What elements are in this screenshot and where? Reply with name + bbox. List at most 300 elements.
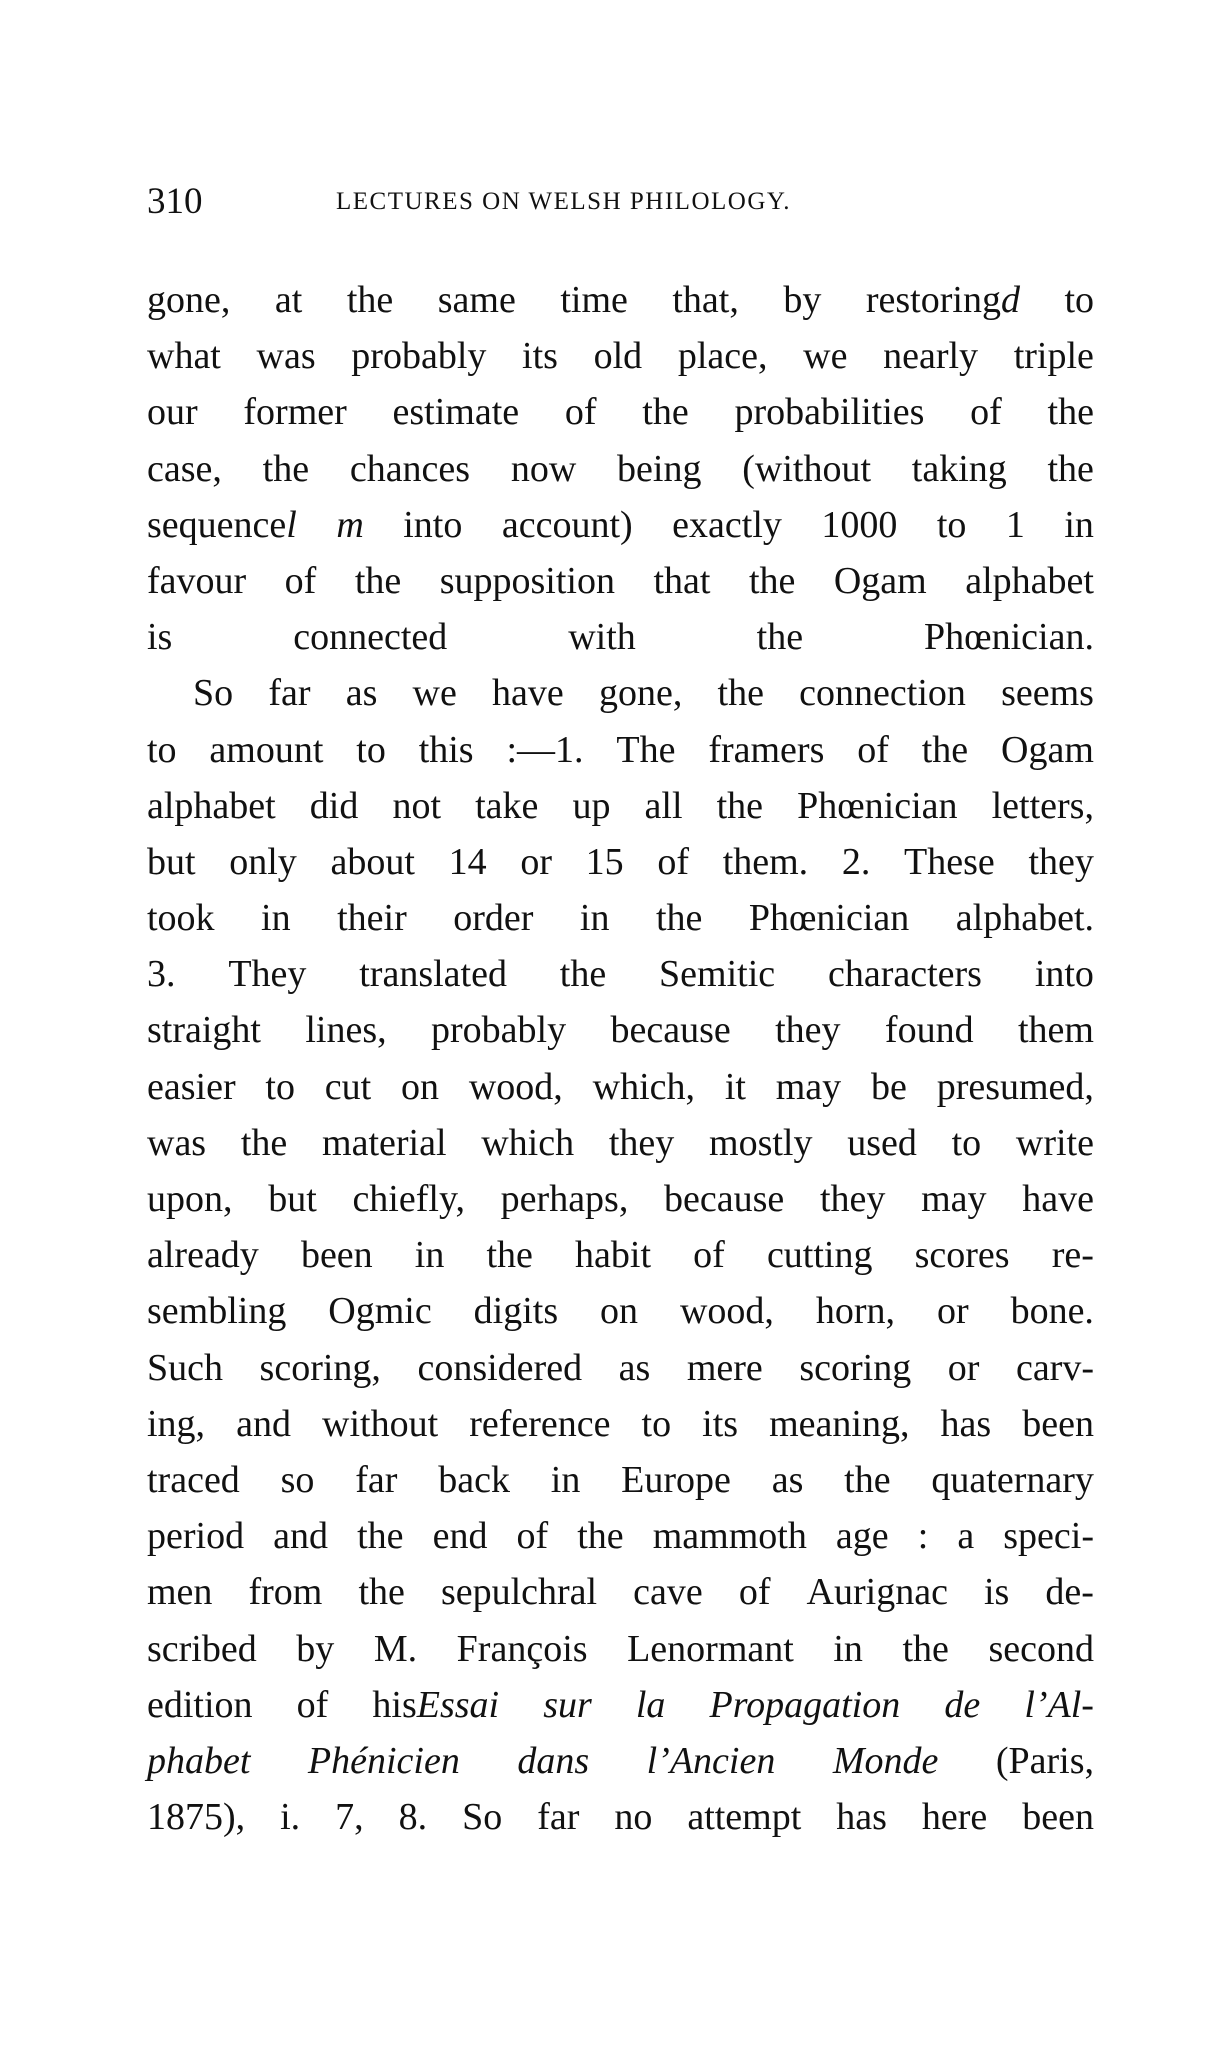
word bbox=[337, 890, 407, 946]
text: traced bbox=[147, 1458, 240, 1501]
word bbox=[1064, 497, 1094, 553]
text: favour bbox=[147, 559, 247, 602]
word bbox=[293, 609, 447, 665]
text: of bbox=[657, 840, 689, 883]
text-line bbox=[147, 778, 1094, 834]
text: was bbox=[147, 1121, 207, 1164]
word bbox=[268, 1171, 317, 1227]
word bbox=[883, 328, 978, 384]
word bbox=[902, 1621, 948, 1677]
word bbox=[147, 834, 196, 890]
text: the bbox=[1047, 447, 1094, 490]
word bbox=[717, 778, 763, 834]
text: presumed, bbox=[936, 1065, 1094, 1108]
text: and bbox=[273, 1515, 329, 1558]
text: upon, bbox=[147, 1178, 233, 1220]
text: or bbox=[947, 1346, 980, 1389]
text: as bbox=[345, 672, 378, 715]
word bbox=[767, 1227, 873, 1283]
word bbox=[147, 1677, 253, 1733]
word bbox=[957, 1508, 974, 1564]
word bbox=[147, 553, 246, 609]
word bbox=[1024, 1677, 1094, 1733]
text: So bbox=[193, 672, 234, 715]
text: the bbox=[902, 1627, 949, 1670]
word bbox=[952, 1115, 982, 1171]
word bbox=[393, 384, 520, 440]
word bbox=[147, 1171, 233, 1227]
text: : bbox=[917, 1515, 929, 1558]
word bbox=[709, 1115, 812, 1171]
word bbox=[462, 1789, 502, 1845]
text: took bbox=[147, 897, 215, 940]
text: end bbox=[432, 1515, 488, 1558]
text: 1000 bbox=[821, 503, 898, 546]
text: the bbox=[486, 1234, 533, 1277]
word bbox=[565, 384, 597, 440]
text: de- bbox=[1045, 1571, 1094, 1614]
word bbox=[517, 1733, 589, 1789]
text: same bbox=[437, 279, 516, 321]
word bbox=[147, 1227, 259, 1283]
word bbox=[619, 1340, 651, 1396]
text: Semitic bbox=[659, 953, 776, 996]
text: edition bbox=[147, 1683, 253, 1726]
text: scores bbox=[914, 1234, 1010, 1277]
text: i. bbox=[280, 1796, 301, 1839]
italic-text: la bbox=[635, 1683, 666, 1726]
word bbox=[653, 1508, 807, 1564]
text: cave bbox=[633, 1571, 703, 1614]
text: to bbox=[265, 1065, 295, 1108]
text: a bbox=[957, 1515, 975, 1558]
text: :—1. bbox=[506, 728, 584, 771]
text: material bbox=[322, 1121, 447, 1164]
word bbox=[261, 890, 291, 946]
text: (without bbox=[742, 447, 872, 490]
word bbox=[1052, 1227, 1094, 1283]
word bbox=[797, 778, 957, 834]
text: Aurignac bbox=[806, 1571, 948, 1614]
word bbox=[807, 1564, 948, 1620]
word bbox=[308, 1733, 460, 1789]
text: into bbox=[1034, 953, 1094, 996]
word bbox=[575, 1227, 651, 1283]
word bbox=[680, 1283, 774, 1339]
word bbox=[147, 1283, 286, 1339]
text-line bbox=[147, 1283, 1094, 1339]
word bbox=[301, 1227, 373, 1283]
word bbox=[1045, 1564, 1094, 1620]
text: by bbox=[296, 1627, 335, 1670]
text: did bbox=[309, 784, 359, 827]
word bbox=[241, 1115, 287, 1171]
word bbox=[1048, 384, 1094, 440]
text: 3. bbox=[147, 953, 176, 996]
word bbox=[599, 665, 682, 721]
text: to bbox=[936, 503, 967, 546]
text: quaternary bbox=[931, 1458, 1094, 1501]
text: the bbox=[262, 447, 310, 490]
word bbox=[664, 1171, 784, 1227]
text: in bbox=[579, 897, 610, 940]
word bbox=[836, 1508, 889, 1564]
word bbox=[147, 1789, 245, 1845]
word bbox=[633, 1564, 703, 1620]
word bbox=[725, 1059, 746, 1115]
text-line bbox=[147, 834, 1094, 890]
text: of bbox=[738, 1571, 771, 1614]
text: up bbox=[572, 784, 611, 827]
word bbox=[469, 1396, 610, 1452]
word bbox=[568, 609, 636, 665]
word bbox=[866, 272, 1020, 328]
word bbox=[486, 1227, 532, 1283]
word bbox=[653, 553, 710, 609]
text: of bbox=[693, 1234, 725, 1277]
word bbox=[560, 946, 606, 1002]
text: or bbox=[520, 840, 552, 883]
word bbox=[249, 1564, 323, 1620]
text: that bbox=[653, 559, 711, 602]
word bbox=[687, 1789, 801, 1845]
text-line bbox=[147, 1789, 1094, 1845]
italic-text: m bbox=[336, 503, 364, 546]
word bbox=[297, 1677, 329, 1733]
word bbox=[996, 1733, 1094, 1789]
word bbox=[372, 1677, 499, 1733]
text: old bbox=[593, 335, 643, 378]
text: of bbox=[296, 1683, 329, 1726]
word bbox=[799, 1340, 911, 1396]
text: perhaps, bbox=[500, 1178, 629, 1220]
text-line bbox=[147, 1171, 1094, 1227]
word bbox=[948, 1340, 980, 1396]
text: They bbox=[228, 953, 307, 996]
word bbox=[147, 441, 222, 497]
text: Phœnician. bbox=[924, 616, 1094, 659]
text: write bbox=[1015, 1121, 1094, 1164]
text: their bbox=[337, 897, 407, 940]
text: wood, bbox=[679, 1290, 774, 1333]
text-line bbox=[147, 609, 1094, 665]
word bbox=[520, 834, 552, 890]
paragraph bbox=[147, 665, 1094, 1845]
word bbox=[956, 890, 1094, 946]
text: what bbox=[147, 335, 221, 378]
text: These bbox=[904, 840, 995, 883]
text: 7, bbox=[335, 1796, 364, 1839]
word bbox=[1035, 946, 1094, 1002]
word bbox=[734, 384, 924, 440]
text: they bbox=[820, 1178, 886, 1220]
word bbox=[772, 1452, 804, 1508]
word bbox=[147, 1059, 236, 1115]
word bbox=[475, 778, 538, 834]
word bbox=[693, 1227, 725, 1283]
text: his bbox=[372, 1683, 417, 1726]
word bbox=[836, 1789, 887, 1845]
text: (Paris, bbox=[995, 1739, 1094, 1782]
word bbox=[517, 1508, 549, 1564]
word bbox=[828, 946, 982, 1002]
text-line bbox=[147, 1227, 1094, 1283]
word bbox=[647, 1733, 776, 1789]
word bbox=[723, 834, 808, 890]
text: Phœnician bbox=[797, 784, 958, 827]
word bbox=[336, 497, 363, 553]
text: the bbox=[717, 672, 764, 715]
text: Phœnician bbox=[748, 897, 910, 940]
word bbox=[351, 328, 486, 384]
word bbox=[775, 1002, 840, 1058]
text: them. bbox=[722, 840, 809, 883]
word bbox=[275, 272, 302, 328]
text: the bbox=[921, 728, 969, 771]
text: or bbox=[936, 1290, 969, 1333]
word bbox=[335, 1789, 364, 1845]
text: the bbox=[559, 953, 607, 996]
word bbox=[710, 1677, 901, 1733]
text-line bbox=[147, 1115, 1094, 1171]
word bbox=[1022, 1396, 1094, 1452]
word bbox=[1003, 1508, 1094, 1564]
text: we bbox=[412, 672, 457, 715]
text: easier bbox=[147, 1065, 236, 1108]
word bbox=[147, 609, 172, 665]
text: Europe bbox=[621, 1458, 731, 1501]
text: the bbox=[756, 616, 804, 659]
text: by bbox=[783, 279, 822, 321]
word bbox=[453, 890, 533, 946]
text: being bbox=[617, 447, 702, 490]
text: probably bbox=[431, 1009, 567, 1052]
word bbox=[1064, 272, 1094, 328]
text: framers bbox=[708, 728, 825, 771]
word bbox=[642, 384, 688, 440]
word bbox=[543, 1677, 592, 1733]
text: connection bbox=[799, 672, 966, 715]
text-line bbox=[147, 1508, 1094, 1564]
word bbox=[799, 665, 966, 721]
word bbox=[147, 1508, 244, 1564]
italic-text: l’Ancien bbox=[646, 1739, 776, 1782]
word bbox=[265, 1059, 295, 1115]
text: have bbox=[492, 672, 564, 715]
text-line bbox=[147, 890, 1094, 946]
word bbox=[844, 1452, 890, 1508]
text: taking bbox=[911, 447, 1007, 490]
text: our bbox=[147, 391, 198, 434]
text: found bbox=[884, 1009, 974, 1052]
text: 1875), bbox=[147, 1796, 246, 1839]
word bbox=[147, 946, 176, 1002]
text: the bbox=[240, 1121, 288, 1164]
word bbox=[609, 1115, 674, 1171]
word bbox=[280, 1789, 300, 1845]
text: triple bbox=[1013, 335, 1094, 378]
text: considered bbox=[417, 1346, 583, 1389]
text: The bbox=[616, 728, 676, 771]
text: into bbox=[403, 503, 463, 546]
text: been bbox=[1022, 1402, 1094, 1445]
word bbox=[687, 1340, 763, 1396]
word bbox=[285, 553, 317, 609]
word bbox=[600, 1283, 638, 1339]
text: sembling bbox=[147, 1290, 287, 1333]
word bbox=[803, 328, 847, 384]
word bbox=[560, 272, 628, 328]
text: mere bbox=[686, 1346, 763, 1389]
text-line bbox=[147, 1002, 1094, 1058]
word bbox=[147, 1452, 240, 1508]
text: former bbox=[243, 391, 347, 434]
text: the bbox=[357, 1515, 404, 1558]
text: been bbox=[1022, 1796, 1094, 1839]
word bbox=[992, 778, 1094, 834]
word bbox=[147, 778, 276, 834]
text: they bbox=[1028, 840, 1094, 883]
text: already bbox=[147, 1234, 259, 1277]
word bbox=[457, 1621, 588, 1677]
text: François bbox=[456, 1627, 588, 1670]
text: translated bbox=[359, 953, 507, 996]
text: cutting bbox=[766, 1234, 873, 1277]
text: the bbox=[748, 559, 796, 602]
text: men bbox=[147, 1571, 213, 1614]
word bbox=[931, 1452, 1093, 1508]
word bbox=[821, 497, 897, 553]
text: the bbox=[577, 1515, 624, 1558]
italic-text: sur bbox=[543, 1683, 592, 1726]
word bbox=[1014, 328, 1094, 384]
text: as bbox=[771, 1458, 804, 1501]
word bbox=[474, 1283, 558, 1339]
word bbox=[438, 1452, 510, 1508]
word bbox=[346, 665, 378, 721]
text: which, bbox=[592, 1065, 695, 1108]
text: 15 bbox=[585, 840, 624, 883]
word bbox=[236, 1396, 291, 1452]
text-line bbox=[147, 1059, 1094, 1115]
text: the bbox=[354, 559, 402, 602]
word bbox=[616, 722, 675, 778]
word bbox=[331, 834, 415, 890]
word bbox=[659, 946, 775, 1002]
text: may bbox=[775, 1065, 842, 1108]
word bbox=[820, 1171, 885, 1227]
word bbox=[147, 1733, 250, 1789]
word bbox=[1001, 665, 1094, 721]
word bbox=[433, 1508, 488, 1564]
text: alphabet. bbox=[955, 897, 1094, 940]
text: the bbox=[642, 391, 689, 434]
word bbox=[352, 1171, 465, 1227]
text: Ogmic bbox=[328, 1290, 432, 1333]
word bbox=[904, 834, 995, 890]
word bbox=[147, 1115, 206, 1171]
word bbox=[147, 1621, 257, 1677]
text: bone. bbox=[1010, 1290, 1094, 1333]
text: the bbox=[1047, 391, 1094, 434]
text: has bbox=[940, 1402, 992, 1445]
text: lines, bbox=[305, 1009, 387, 1052]
text: amount bbox=[209, 728, 324, 771]
text: age bbox=[835, 1515, 889, 1558]
text: scribed bbox=[147, 1627, 257, 1670]
text: ing, bbox=[147, 1402, 206, 1445]
word bbox=[833, 1621, 863, 1677]
word bbox=[147, 722, 177, 778]
text: used bbox=[847, 1121, 917, 1164]
text: connected bbox=[293, 616, 448, 659]
word bbox=[776, 1059, 841, 1115]
text: gone, bbox=[598, 672, 683, 715]
text: without bbox=[322, 1402, 439, 1445]
word bbox=[783, 272, 821, 328]
word bbox=[842, 834, 871, 890]
text: Ogam bbox=[1001, 728, 1094, 771]
word bbox=[355, 1452, 397, 1508]
word bbox=[147, 1564, 212, 1620]
word bbox=[642, 1396, 672, 1452]
word bbox=[857, 722, 889, 778]
text: we bbox=[803, 335, 848, 378]
word bbox=[243, 384, 346, 440]
text-line bbox=[147, 1733, 1094, 1789]
word bbox=[922, 1789, 987, 1845]
word bbox=[147, 497, 297, 553]
text: to bbox=[641, 1402, 672, 1445]
italic-text: Essai bbox=[416, 1683, 500, 1726]
text: the bbox=[346, 279, 394, 321]
word bbox=[572, 778, 610, 834]
text: from bbox=[248, 1571, 323, 1614]
text: was bbox=[256, 335, 316, 378]
word bbox=[672, 272, 738, 328]
text: in bbox=[1064, 503, 1094, 546]
text: characters bbox=[827, 953, 982, 996]
word bbox=[965, 553, 1094, 609]
word bbox=[769, 1396, 909, 1452]
text: M. bbox=[373, 1627, 418, 1670]
word bbox=[834, 553, 927, 609]
body-text bbox=[147, 272, 1094, 1845]
text: have bbox=[1022, 1178, 1094, 1220]
text: so bbox=[280, 1458, 315, 1501]
text: So bbox=[462, 1796, 503, 1839]
text: it bbox=[724, 1065, 746, 1108]
word bbox=[1011, 1283, 1094, 1339]
text: 2. bbox=[841, 840, 871, 883]
word bbox=[273, 1508, 328, 1564]
text: the bbox=[358, 1571, 405, 1614]
word bbox=[944, 1677, 980, 1733]
text: alphabet bbox=[965, 559, 1094, 602]
text: with bbox=[568, 616, 636, 659]
text: chances bbox=[349, 447, 471, 490]
text: reference bbox=[469, 1402, 611, 1445]
word bbox=[305, 1002, 386, 1058]
text: Such bbox=[147, 1346, 223, 1389]
text: scoring bbox=[799, 1346, 912, 1389]
text: no bbox=[614, 1796, 653, 1839]
text: is bbox=[984, 1571, 1010, 1614]
text: exactly bbox=[672, 503, 782, 546]
text: because bbox=[664, 1178, 785, 1220]
italic-text: de bbox=[944, 1683, 981, 1726]
text: wood, bbox=[468, 1065, 563, 1108]
